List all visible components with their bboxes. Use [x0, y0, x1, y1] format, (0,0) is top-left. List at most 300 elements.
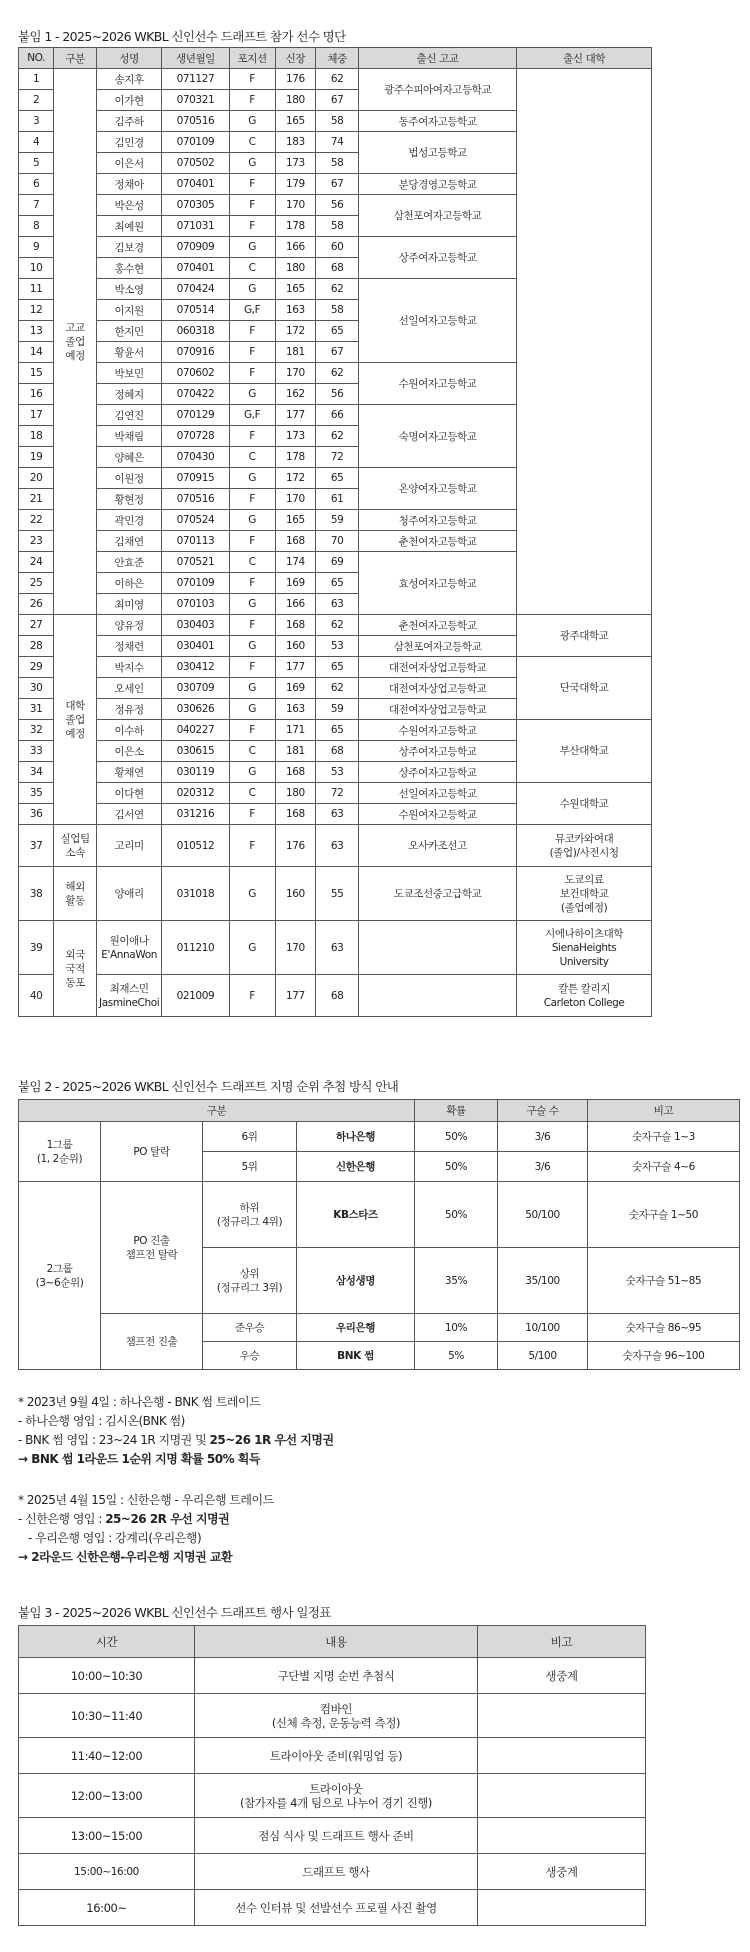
- col-header-height: 신장: [275, 48, 316, 69]
- player-position: F: [229, 363, 275, 384]
- player-name: 정채련: [97, 636, 162, 657]
- player-dob: 030401: [162, 636, 229, 657]
- category-cell: 대학 졸업 예정: [54, 615, 97, 825]
- highschool-cell: 선일여자고등학교: [358, 279, 516, 363]
- po-in-champ-out-cell: PO 진출 챔프전 탈락: [101, 1182, 203, 1314]
- note2-line1: * 2025년 4월 15일 : 신한은행 - 우리은행 트레이드: [18, 1493, 274, 1507]
- player-height: 183: [275, 132, 316, 153]
- highschool-cell: 삼천포여자고등학교: [358, 195, 516, 237]
- player-position: F: [229, 342, 275, 363]
- schedule-header-row: [19, 1626, 646, 1658]
- balls-cell: 3/6: [498, 1122, 588, 1152]
- schedule-row: [19, 1774, 646, 1818]
- player-dob: 011210: [162, 921, 229, 975]
- player-name: 오세인: [97, 678, 162, 699]
- note2-line2: [18, 1510, 274, 1529]
- player-weight: 63: [316, 804, 359, 825]
- player-dob: 070109: [162, 132, 229, 153]
- row-number: 15: [19, 363, 54, 384]
- player-name: 황윤서: [97, 342, 162, 363]
- player-dob: 070321: [162, 90, 229, 111]
- player-position: F: [229, 90, 275, 111]
- player-name: 안효준: [97, 552, 162, 573]
- player-name: 이은소: [97, 741, 162, 762]
- row-number: 10: [19, 258, 54, 279]
- player-weight: 74: [316, 132, 359, 153]
- player-height: 180: [275, 783, 316, 804]
- schedule-content: 트라이아웃 (참가자를 4개 팀으로 나누어 경기 진행): [195, 1774, 478, 1818]
- category-cell: 해외 활동: [54, 867, 97, 921]
- player-weight: 65: [316, 573, 359, 594]
- player-dob: 070401: [162, 174, 229, 195]
- rank-cell: 하위 (정규리그 4위): [203, 1182, 297, 1248]
- player-position: C: [229, 258, 275, 279]
- row-number: 30: [19, 678, 54, 699]
- player-name: 양유정: [97, 615, 162, 636]
- row-number: 8: [19, 216, 54, 237]
- player-weight: 69: [316, 552, 359, 573]
- team-cell: KB스타즈: [297, 1182, 415, 1248]
- schedule-content: 드래프트 행사: [195, 1854, 478, 1890]
- highschool-cell: 상주여자고등학교: [358, 741, 516, 762]
- row-number: 6: [19, 174, 54, 195]
- schedule-row: [19, 1658, 646, 1694]
- schedule-time: 10:00~10:30: [19, 1658, 195, 1694]
- schedule-content: 점심 식사 및 드래프트 행사 준비: [195, 1818, 478, 1854]
- schedule-header-note: 비고: [478, 1626, 646, 1658]
- player-weight: 63: [316, 921, 359, 975]
- player-roster-table: [18, 47, 652, 1017]
- highschool-cell: [358, 975, 516, 1017]
- player-dob: 070109: [162, 573, 229, 594]
- highschool-cell: 광주수피아여자고등학교: [358, 69, 516, 111]
- player-dob: 070524: [162, 510, 229, 531]
- player-name: 박보민: [97, 363, 162, 384]
- player-weight: 68: [316, 741, 359, 762]
- player-height: 168: [275, 531, 316, 552]
- row-number: 27: [19, 615, 54, 636]
- player-dob: 030615: [162, 741, 229, 762]
- university-cell: 뮤코카와여대 (졸업)/사전시청: [517, 825, 652, 867]
- schedule-time: 13:00~15:00: [19, 1818, 195, 1854]
- row-number: 17: [19, 405, 54, 426]
- player-name: 이은서: [97, 153, 162, 174]
- player-weight: 58: [316, 153, 359, 174]
- player-position: G: [229, 867, 275, 921]
- note1-line1: * 2023년 9월 4일 : 하나은행 - BNK 썸 트레이드: [18, 1395, 261, 1409]
- prob-cell: 10%: [415, 1314, 498, 1342]
- player-dob: 030403: [162, 615, 229, 636]
- university-cell: [517, 69, 652, 615]
- highschool-cell: 상주여자고등학교: [358, 762, 516, 783]
- row-number: 3: [19, 111, 54, 132]
- highschool-cell: 선일여자고등학교: [358, 783, 516, 804]
- highschool-cell: 온양여자고등학교: [358, 468, 516, 510]
- schedule-time: 11:40~12:00: [19, 1738, 195, 1774]
- highschool-cell: 상주여자고등학교: [358, 237, 516, 279]
- table-row: [19, 783, 652, 804]
- player-height: 181: [275, 741, 316, 762]
- player-height: 179: [275, 174, 316, 195]
- col-header-position: 포지션: [229, 48, 275, 69]
- row-number: 1: [19, 69, 54, 90]
- note2-line2-text: - 신한은행 영입 :: [18, 1512, 106, 1526]
- row-number: 37: [19, 825, 54, 867]
- player-weight: 56: [316, 384, 359, 405]
- section3-title: 붙임 3 - 2025~2026 WKBL 신인선수 드래프트 행사 일정표: [18, 1605, 331, 1620]
- player-weight: 62: [316, 678, 359, 699]
- player-height: 180: [275, 90, 316, 111]
- player-dob: 030626: [162, 699, 229, 720]
- lottery-table: [18, 1099, 740, 1370]
- schedule-time: 15:00~16:00: [19, 1854, 195, 1890]
- player-position: F: [229, 174, 275, 195]
- player-position: F: [229, 615, 275, 636]
- balls-cell: 5/100: [498, 1342, 588, 1370]
- player-height: 177: [275, 657, 316, 678]
- highschool-cell: 삼천포여자고등학교: [358, 636, 516, 657]
- player-height: 169: [275, 678, 316, 699]
- player-position: G: [229, 111, 275, 132]
- player-position: C: [229, 447, 275, 468]
- schedule-header-content: 내용: [195, 1626, 478, 1658]
- schedule-row: [19, 1738, 646, 1774]
- player-height: 165: [275, 510, 316, 531]
- player-dob: 070909: [162, 237, 229, 258]
- po-out-cell: PO 탈락: [101, 1122, 203, 1182]
- university-cell: 시에나하이츠대학 SienaHeights University: [517, 921, 652, 975]
- category-cell: 외국 국적 동포: [54, 921, 97, 1017]
- schedule-note: [478, 1890, 646, 1926]
- player-height: 165: [275, 111, 316, 132]
- player-height: 170: [275, 921, 316, 975]
- player-position: G: [229, 594, 275, 615]
- section1-title: 붙임 1 - 2025~2026 WKBL 신인선수 드래프트 참가 선수 명단: [18, 29, 346, 44]
- player-height: 166: [275, 594, 316, 615]
- col-header-name: 성명: [97, 48, 162, 69]
- lottery-header-row: [19, 1100, 740, 1122]
- player-weight: 59: [316, 510, 359, 531]
- player-name: 송지후: [97, 69, 162, 90]
- player-height: 168: [275, 615, 316, 636]
- row-number: 25: [19, 573, 54, 594]
- highschool-cell: 도쿄조선중고급학교: [358, 867, 516, 921]
- row-number: 34: [19, 762, 54, 783]
- note-cell: 숫자구슬 96~100: [588, 1342, 740, 1370]
- player-name: 박지수: [97, 657, 162, 678]
- player-dob: 030709: [162, 678, 229, 699]
- team-cell: BNK 썸: [297, 1342, 415, 1370]
- player-height: 170: [275, 489, 316, 510]
- row-number: 33: [19, 741, 54, 762]
- note-cell: 숫자구슬 1~50: [588, 1182, 740, 1248]
- row-number: 16: [19, 384, 54, 405]
- player-position: F: [229, 804, 275, 825]
- player-name: 원이애나 E'AnnaWon: [97, 921, 162, 975]
- player-dob: 071127: [162, 69, 229, 90]
- player-dob: 070113: [162, 531, 229, 552]
- lottery-row: [19, 1122, 740, 1152]
- player-dob: 070103: [162, 594, 229, 615]
- table-row: [19, 69, 652, 90]
- player-name: 양애리: [97, 867, 162, 921]
- table-row: [19, 921, 652, 975]
- player-dob: 030412: [162, 657, 229, 678]
- highschool-cell: 수원여자고등학교: [358, 720, 516, 741]
- player-name: 최재스민 JasmineChoi: [97, 975, 162, 1017]
- player-name: 정채아: [97, 174, 162, 195]
- player-height: 163: [275, 699, 316, 720]
- player-height: 163: [275, 300, 316, 321]
- balls-cell: 3/6: [498, 1152, 588, 1182]
- highschool-cell: 분당경영고등학교: [358, 174, 516, 195]
- note-cell: 숫자구슬 86~95: [588, 1314, 740, 1342]
- player-position: G,F: [229, 405, 275, 426]
- col-header-highschool: 출신 고교: [358, 48, 516, 69]
- player-weight: 58: [316, 111, 359, 132]
- player-position: G: [229, 237, 275, 258]
- player-position: F: [229, 975, 275, 1017]
- highschool-cell: 대전여자상업고등학교: [358, 657, 516, 678]
- player-weight: 62: [316, 426, 359, 447]
- prob-cell: 35%: [415, 1248, 498, 1314]
- trade-note-1: [18, 1393, 334, 1469]
- player-height: 181: [275, 342, 316, 363]
- player-name: 황현정: [97, 489, 162, 510]
- table-row: [19, 867, 652, 921]
- row-number: 14: [19, 342, 54, 363]
- player-height: 166: [275, 237, 316, 258]
- player-position: C: [229, 132, 275, 153]
- player-position: F: [229, 573, 275, 594]
- row-number: 35: [19, 783, 54, 804]
- highschool-cell: 수원여자고등학교: [358, 804, 516, 825]
- highschool-cell: 대전여자상업고등학교: [358, 699, 516, 720]
- champ-cell: 챔프전 진출: [101, 1314, 203, 1370]
- highschool-cell: 대전여자상업고등학교: [358, 678, 516, 699]
- player-weight: 60: [316, 237, 359, 258]
- category-cell: 고교 졸업 예정: [54, 69, 97, 615]
- player-position: F: [229, 489, 275, 510]
- player-weight: 70: [316, 531, 359, 552]
- schedule-content: 구단별 지명 순번 추첨식: [195, 1658, 478, 1694]
- player-position: F: [229, 195, 275, 216]
- player-position: G: [229, 279, 275, 300]
- schedule-header-time: 시간: [19, 1626, 195, 1658]
- player-dob: 060318: [162, 321, 229, 342]
- row-number: 4: [19, 132, 54, 153]
- player-position: F: [229, 216, 275, 237]
- player-height: 177: [275, 405, 316, 426]
- prob-cell: 5%: [415, 1342, 498, 1370]
- player-height: 165: [275, 279, 316, 300]
- player-dob: 070516: [162, 111, 229, 132]
- university-cell: 광주대학교: [517, 615, 652, 657]
- player-name: 박채림: [97, 426, 162, 447]
- note2-line2-bold: 25~26 2R 우선 지명권: [105, 1512, 230, 1526]
- player-dob: 031018: [162, 867, 229, 921]
- row-number: 7: [19, 195, 54, 216]
- highschool-cell: 춘천여자고등학교: [358, 615, 516, 636]
- player-weight: 68: [316, 975, 359, 1017]
- schedule-time: 10:30~11:40: [19, 1694, 195, 1738]
- player-position: F: [229, 426, 275, 447]
- player-weight: 65: [316, 468, 359, 489]
- highschool-cell: 동주여자고등학교: [358, 111, 516, 132]
- player-height: 172: [275, 321, 316, 342]
- row-number: 2: [19, 90, 54, 111]
- player-height: 168: [275, 804, 316, 825]
- schedule-note: 생중계: [478, 1658, 646, 1694]
- note-cell: 숫자구슬 51~85: [588, 1248, 740, 1314]
- player-name: 이다현: [97, 783, 162, 804]
- roster-header-row: [19, 48, 652, 69]
- note-cell: 숫자구슬 4~6: [588, 1152, 740, 1182]
- schedule-body: [19, 1658, 646, 1926]
- player-weight: 63: [316, 594, 359, 615]
- player-dob: 070430: [162, 447, 229, 468]
- col-header-no: NO.: [19, 48, 54, 69]
- player-name: 김보경: [97, 237, 162, 258]
- player-name: 홍수현: [97, 258, 162, 279]
- note-cell: 숫자구슬 1~3: [588, 1122, 740, 1152]
- player-position: C: [229, 741, 275, 762]
- player-weight: 68: [316, 258, 359, 279]
- player-weight: 56: [316, 195, 359, 216]
- prob-cell: 50%: [415, 1182, 498, 1248]
- player-weight: 58: [316, 216, 359, 237]
- team-cell: 하나은행: [297, 1122, 415, 1152]
- player-weight: 53: [316, 636, 359, 657]
- player-name: 이수하: [97, 720, 162, 741]
- table-row: [19, 657, 652, 678]
- highschool-cell: 효성여자고등학교: [358, 552, 516, 615]
- section2-title: 붙임 2 - 2025~2026 WKBL 신인선수 드래프트 지명 순위 추첨 방식 안내: [18, 1079, 399, 1094]
- lottery-header-balls: 구슬 수: [498, 1100, 588, 1122]
- player-name: 이가현: [97, 90, 162, 111]
- player-dob: 070602: [162, 363, 229, 384]
- player-dob: 070424: [162, 279, 229, 300]
- player-height: 172: [275, 468, 316, 489]
- table-row: [19, 720, 652, 741]
- lottery-row: [19, 1182, 740, 1248]
- player-weight: 62: [316, 615, 359, 636]
- highschool-cell: 청주여자고등학교: [358, 510, 516, 531]
- highschool-cell: 수원여자고등학교: [358, 363, 516, 405]
- group1-cell: 1그룹 (1, 2순위): [19, 1122, 101, 1182]
- player-weight: 67: [316, 90, 359, 111]
- prob-cell: 50%: [415, 1152, 498, 1182]
- player-name: 김민경: [97, 132, 162, 153]
- note1-line3-bold: 25~26 1R 우선 지명권: [209, 1433, 334, 1447]
- player-weight: 65: [316, 657, 359, 678]
- player-height: 173: [275, 426, 316, 447]
- player-dob: 040227: [162, 720, 229, 741]
- row-number: 26: [19, 594, 54, 615]
- row-number: 19: [19, 447, 54, 468]
- university-cell: 수원대학교: [517, 783, 652, 825]
- player-height: 169: [275, 573, 316, 594]
- rank-cell: 상위 (정규리그 3위): [203, 1248, 297, 1314]
- schedule-row: [19, 1890, 646, 1926]
- col-header-weight: 체중: [316, 48, 359, 69]
- player-dob: 070422: [162, 384, 229, 405]
- player-name: 황채연: [97, 762, 162, 783]
- player-height: 162: [275, 384, 316, 405]
- player-name: 정혜지: [97, 384, 162, 405]
- player-name: 이지원: [97, 300, 162, 321]
- player-name: 김서연: [97, 804, 162, 825]
- player-height: 170: [275, 363, 316, 384]
- player-name: 양혜은: [97, 447, 162, 468]
- player-height: 176: [275, 825, 316, 867]
- balls-cell: 35/100: [498, 1248, 588, 1314]
- player-dob: 070502: [162, 153, 229, 174]
- player-height: 160: [275, 636, 316, 657]
- team-cell: 삼성생명: [297, 1248, 415, 1314]
- note1-line3: [18, 1431, 334, 1450]
- player-dob: 070728: [162, 426, 229, 447]
- row-number: 32: [19, 720, 54, 741]
- player-position: G: [229, 699, 275, 720]
- player-dob: 020312: [162, 783, 229, 804]
- player-name: 김연진: [97, 405, 162, 426]
- note1-line3-text: - BNK 썸 영입 : 23~24 1R 지명권 및: [18, 1433, 210, 1447]
- table-row: [19, 825, 652, 867]
- schedule-row: [19, 1818, 646, 1854]
- highschool-cell: 숙명여자고등학교: [358, 405, 516, 468]
- player-weight: 62: [316, 279, 359, 300]
- category-cell: 실업팀 소속: [54, 825, 97, 867]
- player-position: G: [229, 678, 275, 699]
- player-name: 박은성: [97, 195, 162, 216]
- player-weight: 59: [316, 699, 359, 720]
- row-number: 29: [19, 657, 54, 678]
- schedule-note: [478, 1738, 646, 1774]
- schedule-note: [478, 1774, 646, 1818]
- row-number: 9: [19, 237, 54, 258]
- player-dob: 070521: [162, 552, 229, 573]
- player-position: G: [229, 762, 275, 783]
- player-dob: 070516: [162, 489, 229, 510]
- row-number: 39: [19, 921, 54, 975]
- rank-cell: 우승: [203, 1342, 297, 1370]
- player-position: G: [229, 468, 275, 489]
- player-weight: 66: [316, 405, 359, 426]
- player-position: C: [229, 552, 275, 573]
- player-weight: 62: [316, 69, 359, 90]
- university-cell: 단국대학교: [517, 657, 652, 720]
- player-weight: 67: [316, 174, 359, 195]
- col-header-university: 출신 대학: [517, 48, 652, 69]
- row-number: 28: [19, 636, 54, 657]
- schedule-note: [478, 1818, 646, 1854]
- player-position: G: [229, 153, 275, 174]
- player-name: 한지민: [97, 321, 162, 342]
- player-position: G: [229, 510, 275, 531]
- note2-line3: - 우리은행 영입 : 강계리(우리은행): [18, 1531, 202, 1545]
- player-position: F: [229, 720, 275, 741]
- player-position: F: [229, 531, 275, 552]
- row-number: 31: [19, 699, 54, 720]
- player-weight: 63: [316, 825, 359, 867]
- player-weight: 72: [316, 447, 359, 468]
- player-dob: 010512: [162, 825, 229, 867]
- note1-line4: → BNK 썸 1라운드 1순위 지명 확률 50% 획득: [18, 1452, 260, 1466]
- schedule-content: 트라이아웃 준비(워밍업 등): [195, 1738, 478, 1774]
- schedule-content: 선수 인터뷰 및 선발선수 프로필 사진 촬영: [195, 1890, 478, 1926]
- row-number: 12: [19, 300, 54, 321]
